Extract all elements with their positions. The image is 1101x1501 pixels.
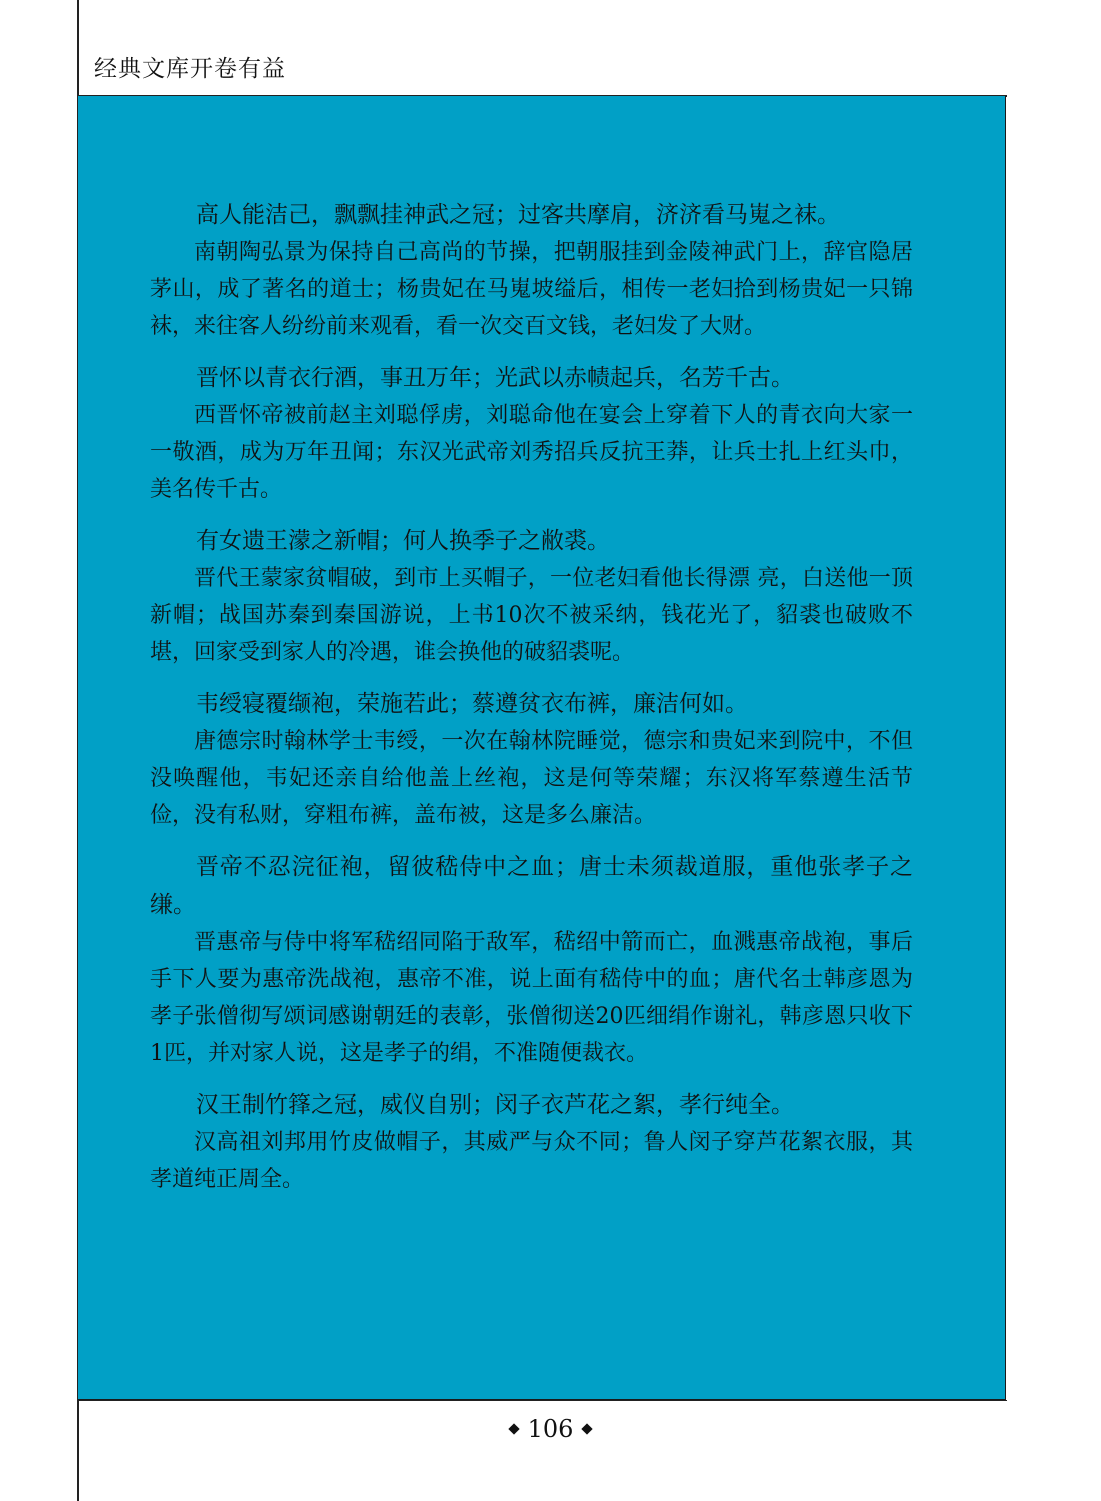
couplet-text: 高人能洁己，飘飘挂神武之冠；过客共摩肩，济济看马嵬之袜。 bbox=[196, 202, 840, 228]
diamond-right-icon bbox=[582, 1423, 593, 1434]
explanation-text: 汉高祖刘邦用竹皮做帽子，其威严与众不同；鲁人闵子穿芦花絮衣服，其孝道纯正周全。 bbox=[150, 1130, 913, 1192]
section-3 bbox=[150, 522, 913, 671]
section-1 bbox=[150, 196, 913, 345]
explanation-text: 唐德宗时翰林学士韦绶，一次在翰林院睡觉，德宗和贵妃来到院中，不但没唤醒他，韦妃还亲自给他盖上丝袍，这是何等荣耀；东汉将军蔡遵生活节俭，没有私财，穿粗布裤，盖布被，这是多么廉洁。 bbox=[150, 729, 913, 828]
explanation-text: 西晋怀帝被前赵主刘聪俘虏，刘聪命他在宴会上穿着下人的青衣向大家一一敬酒，成为万年丑闻；东汉光武帝刘秀招兵反抗王莽，让兵士扎上红头巾，美名传千古。 bbox=[150, 403, 913, 502]
footer-rule bbox=[77, 1400, 1007, 1401]
page-number-text: 106 bbox=[527, 1415, 574, 1443]
diamond-left-icon bbox=[508, 1423, 519, 1434]
section-5 bbox=[150, 848, 913, 1072]
couplet-text: 有女遗王濛之新帽；何人换季子之敝裘。 bbox=[196, 528, 610, 554]
section-6 bbox=[150, 1086, 913, 1198]
explanation-text: 南朝陶弘景为保持自己高尚的节操，把朝服挂到金陵神武门上，辞官隐居茅山，成了著名的道士；杨贵妃在马嵬坡缢后，相传一老妇拾到杨贵妃一只锦袜，来往客人纷纷前来观看，看一次交百文钱，老妇发了大财。 bbox=[150, 240, 913, 339]
section-2 bbox=[150, 359, 913, 508]
couplet-text: 韦绶寝覆缬袍，荣施若此；蔡遵贫衣布裤，廉洁何如。 bbox=[196, 691, 748, 717]
couplet-text: 晋怀以青衣行酒，事丑万年；光武以赤帻起兵，名芳千古。 bbox=[196, 365, 794, 391]
page-number bbox=[0, 1412, 1101, 1446]
book-series-title: 经典文库开卷有益 bbox=[94, 56, 286, 82]
couplet-text: 晋帝不忍浣征袍，留彼嵇侍中之血；唐士未须裁道服，重他张孝子之缣。 bbox=[150, 854, 913, 918]
explanation-text: 晋代王蒙家贫帽破，到市上买帽子，一位老妇看他长得漂 亮，白送他一顶新帽；战国苏秦到秦国游说，上书10次不被采纳，钱花光了，貂裘也破败不堪，回家受到家人的冷遇，谁会换他的破貂裘呢。 bbox=[150, 566, 913, 665]
page-content bbox=[150, 196, 913, 1212]
section-4 bbox=[150, 685, 913, 834]
explanation-text: 晋惠帝与侍中将军嵇绍同陷于敌军，嵇绍中箭而亡，血溅惠帝战袍，事后手下人要为惠帝洗战袍，惠帝不准，说上面有嵇侍中的血；唐代名士韩彦恩为孝子张僧彻写颂词感谢朝廷的表彰，张僧彻送20匹细绢作谢礼，韩彦恩只收下1匹，并对家人说，这是孝子的绢，不准随便裁衣。 bbox=[150, 930, 913, 1066]
couplet-text: 汉王制竹箨之冠，威仪自别；闵子衣芦花之絮，孝行纯全。 bbox=[196, 1092, 794, 1118]
